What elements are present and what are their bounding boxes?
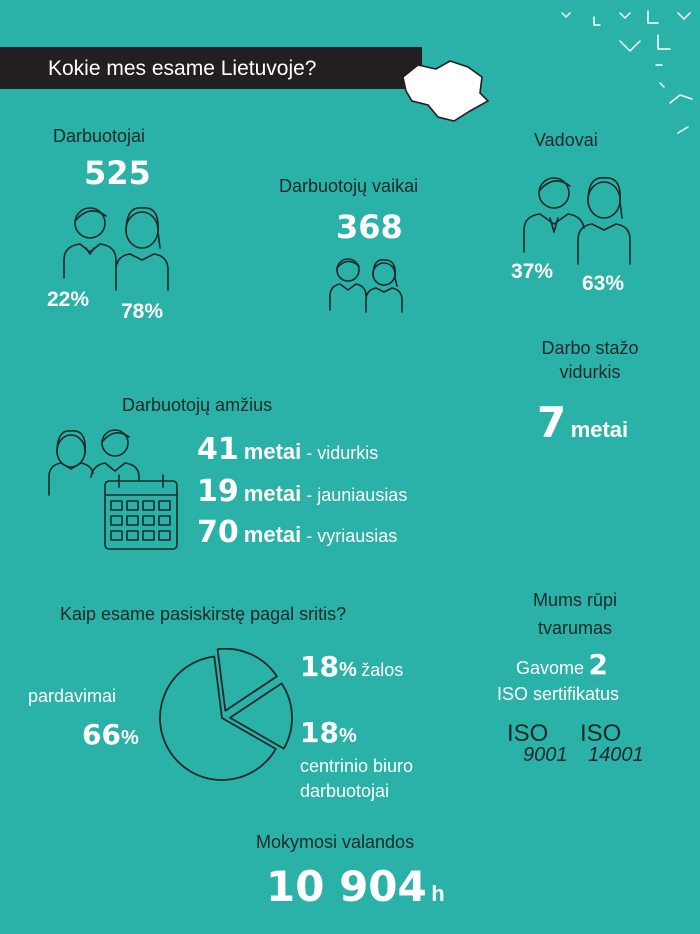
age-label: Darbuotojų amžius [122, 395, 273, 415]
employees-count: 525 [84, 154, 151, 192]
central-label-line1: centrinio biuro [300, 756, 414, 776]
iso-9001-top: ISO [507, 720, 549, 747]
training-value-group [266, 862, 445, 911]
children-count: 368 [336, 208, 403, 246]
sustainability-count-group [516, 648, 608, 681]
iso-14001-badge [580, 720, 644, 767]
age-youngest-unit: metai [243, 481, 302, 506]
damage-percent: % [338, 659, 357, 681]
page-title: Kokie mes esame Lietuvoje? [48, 57, 317, 80]
iso-14001-top: ISO [580, 720, 622, 747]
age-oldest-value: 70 [197, 515, 239, 550]
central-value-group [300, 716, 357, 749]
age-row-average [197, 432, 378, 467]
age-youngest-desc: - jauniausias [306, 485, 408, 505]
pie-slice-sales [160, 656, 276, 780]
managers-women-pct: 63% [582, 272, 625, 295]
damage-value-group [300, 650, 403, 683]
iso-9001-badge [507, 720, 568, 767]
tenure-value: 7 [537, 398, 567, 447]
damage-label: žalos [361, 660, 404, 680]
managers-label: Vadovai [534, 130, 598, 150]
sales-value: 66 [82, 718, 121, 751]
age-oldest-desc: - vyriausias [306, 526, 398, 546]
employees-men-pct: 22% [47, 288, 90, 311]
decorative-confetti [550, 5, 700, 145]
managers-people-icon [518, 168, 638, 268]
training-unit: h [431, 881, 445, 906]
age-people-calendar-icon [45, 425, 185, 555]
sustainability-label-line1: Mums rūpi [532, 590, 617, 610]
managers-men-pct: 37% [511, 260, 554, 283]
areas-label: Kaip esame pasiskirstę pagal sritis? [60, 604, 347, 624]
pie-slice-central [230, 683, 292, 748]
children-label: Darbuotojų vaikai [279, 176, 419, 196]
sales-label: pardavimai [28, 686, 117, 706]
damage-value: 18 [300, 650, 339, 683]
central-label-line2: darbuotojai [300, 781, 390, 801]
tenure-label-line1: Darbo stažo [541, 338, 639, 358]
age-oldest-unit: metai [243, 522, 302, 547]
age-average-desc: - vidurkis [306, 443, 379, 463]
central-percent: % [338, 725, 357, 747]
sales-percent: % [120, 727, 139, 749]
sales-value-group [82, 718, 139, 751]
central-value: 18 [300, 716, 339, 749]
lithuania-map-icon [398, 55, 493, 127]
age-average-value: 41 [197, 432, 239, 467]
children-icon [328, 252, 408, 314]
age-row-youngest [197, 474, 407, 509]
sustainability-text-before: Gavome [516, 658, 585, 678]
tenure-label-line2: vidurkis [559, 362, 621, 382]
training-label: Mokymosi valandos [256, 832, 415, 852]
sustainability-count: 2 [588, 648, 608, 681]
employees-label: Darbuotojai [53, 126, 146, 146]
age-youngest-value: 19 [197, 474, 239, 509]
age-average-unit: metai [243, 439, 302, 464]
tenure-unit: metai [570, 417, 629, 442]
iso-14001-bottom: 14001 [588, 744, 644, 766]
age-row-oldest [197, 515, 397, 550]
employees-women-pct: 78% [121, 300, 164, 323]
sustainability-text-after: ISO sertifikatus [497, 684, 620, 704]
tenure-value-group [537, 398, 628, 447]
sustainability-label-line2: tvarumas [537, 618, 613, 638]
employees-people-icon [60, 198, 175, 298]
iso-9001-bottom: 9001 [523, 744, 568, 766]
areas-pie-chart [150, 648, 300, 788]
pie-slice-damage [218, 649, 277, 711]
training-value: 10 904 [266, 862, 427, 911]
